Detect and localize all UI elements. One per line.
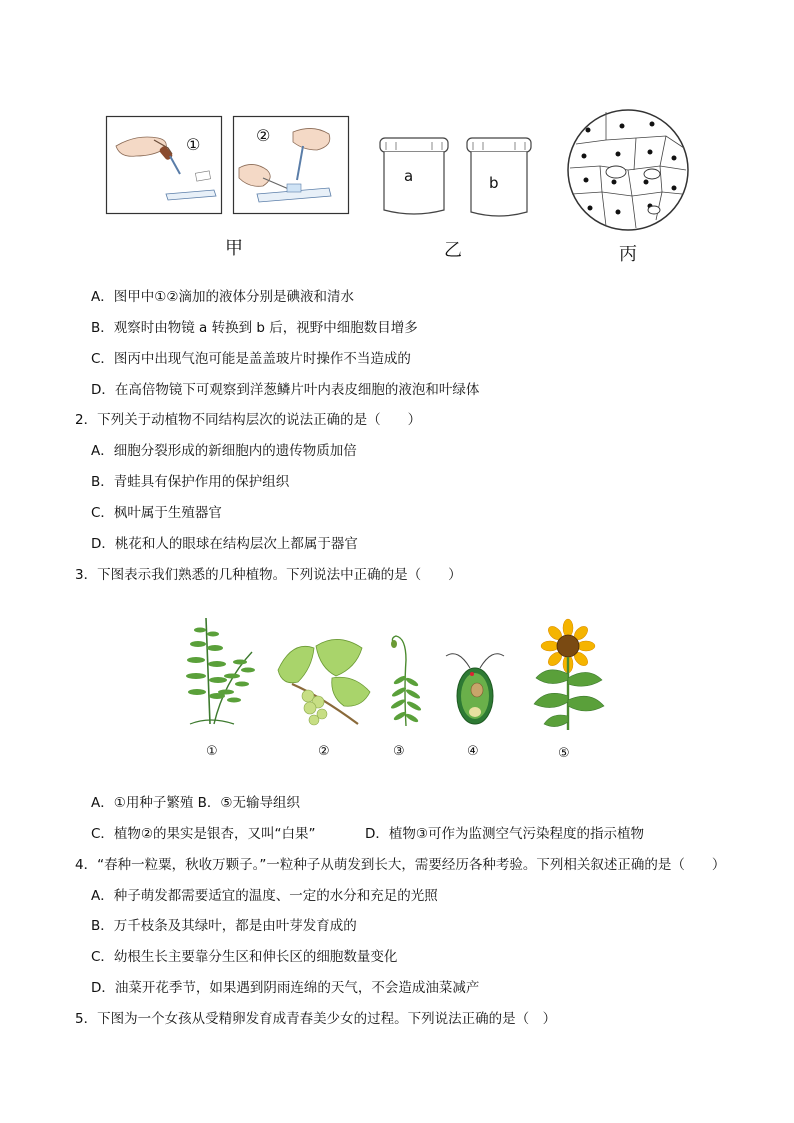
dropper-panel-1-image (106, 116, 222, 214)
q3-stem: 3．下图表示我们熟悉的几种植物。下列说法中正确的是（ ） (75, 567, 462, 583)
q3-option-d: D．植物③可作为监测空气污染程度的指示植物 (365, 826, 644, 842)
fern-image (180, 612, 264, 728)
q4-option-c: C．幼根生长主要靠分生区和伸长区的细胞数量变化 (91, 949, 398, 965)
plant-label-5: ⑤ (558, 746, 570, 761)
q4-stem: 4．“春种一粒粟，秋收万颗子。”一粒种子从萌发到长大，需要经历各种考验。下列相关叙述正确的是（ ） (75, 857, 726, 873)
ginkgo-image (272, 634, 372, 730)
q3-options-a-b: A．①用种子繁殖 B．⑤无输导组织 (91, 795, 300, 811)
moss-image (388, 630, 424, 730)
objective-b-label: b (489, 174, 499, 192)
q2-option-a: A．细胞分裂形成的新细胞内的遗传物质加倍 (91, 443, 357, 459)
q2-option-b: B．青蛙具有保护作用的保护组织 (91, 474, 290, 490)
q5-stem: 5．下图为一个女孩从受精卵发育成青春美少女的过程。下列说法正确的是（ ） (75, 1011, 557, 1027)
q2-option-c: C．枫叶属于生殖器官 (91, 505, 222, 521)
plant-label-4: ④ (467, 744, 479, 759)
q1-option-a: A．图甲中①②滴加的液体分别是碘液和清水 (91, 289, 354, 305)
q2-stem: 2．下列关于动植物不同结构层次的说法正确的是（ ） (75, 412, 422, 428)
sunflower-image (526, 620, 610, 732)
q3-option-c: C．植物②的果实是银杏，又叫“白果” (91, 826, 316, 842)
q4-option-a: A．种子萌发都需要适宜的温度、一定的水分和充足的光照 (91, 888, 438, 904)
plant-label-3: ③ (393, 744, 405, 759)
q2-option-d: D．桃花和人的眼球在结构层次上都属于器官 (91, 536, 358, 552)
q1-option-c: C．图丙中出现气泡可能是盖盖玻片时操作不当造成的 (91, 351, 411, 367)
q4-option-b: B．万千枝条及其绿叶，都是由叶芽发育成的 (91, 918, 357, 934)
q4-option-d: D．油菜开花季节，如果遇到阴雨连绵的天气，不会造成油菜减产 (91, 980, 480, 996)
q1-option-b: B．观察时由物镜 a 转换到 b 后，视野中细胞数目增多 (91, 320, 418, 336)
caption-bing: 丙 (619, 244, 637, 265)
objective-lens-a-image (376, 134, 452, 220)
q1-option-d: D．在高倍物镜下可观察到洋葱鳞片叶内表皮细胞的液泡和叶绿体 (91, 382, 480, 398)
panel-2-marker: ② (256, 126, 271, 145)
plant-label-1: ① (206, 744, 218, 759)
dropper-panel-2-image (233, 116, 349, 214)
plant-label-2: ② (318, 744, 330, 759)
caption-yi: 乙 (444, 240, 462, 261)
alga-image (440, 638, 510, 730)
microscope-field-image (566, 108, 690, 232)
caption-jia: 甲 (225, 238, 243, 259)
objective-lens-b-image (463, 134, 535, 220)
objective-a-label: a (404, 167, 414, 185)
panel-1-marker: ① (186, 135, 201, 154)
